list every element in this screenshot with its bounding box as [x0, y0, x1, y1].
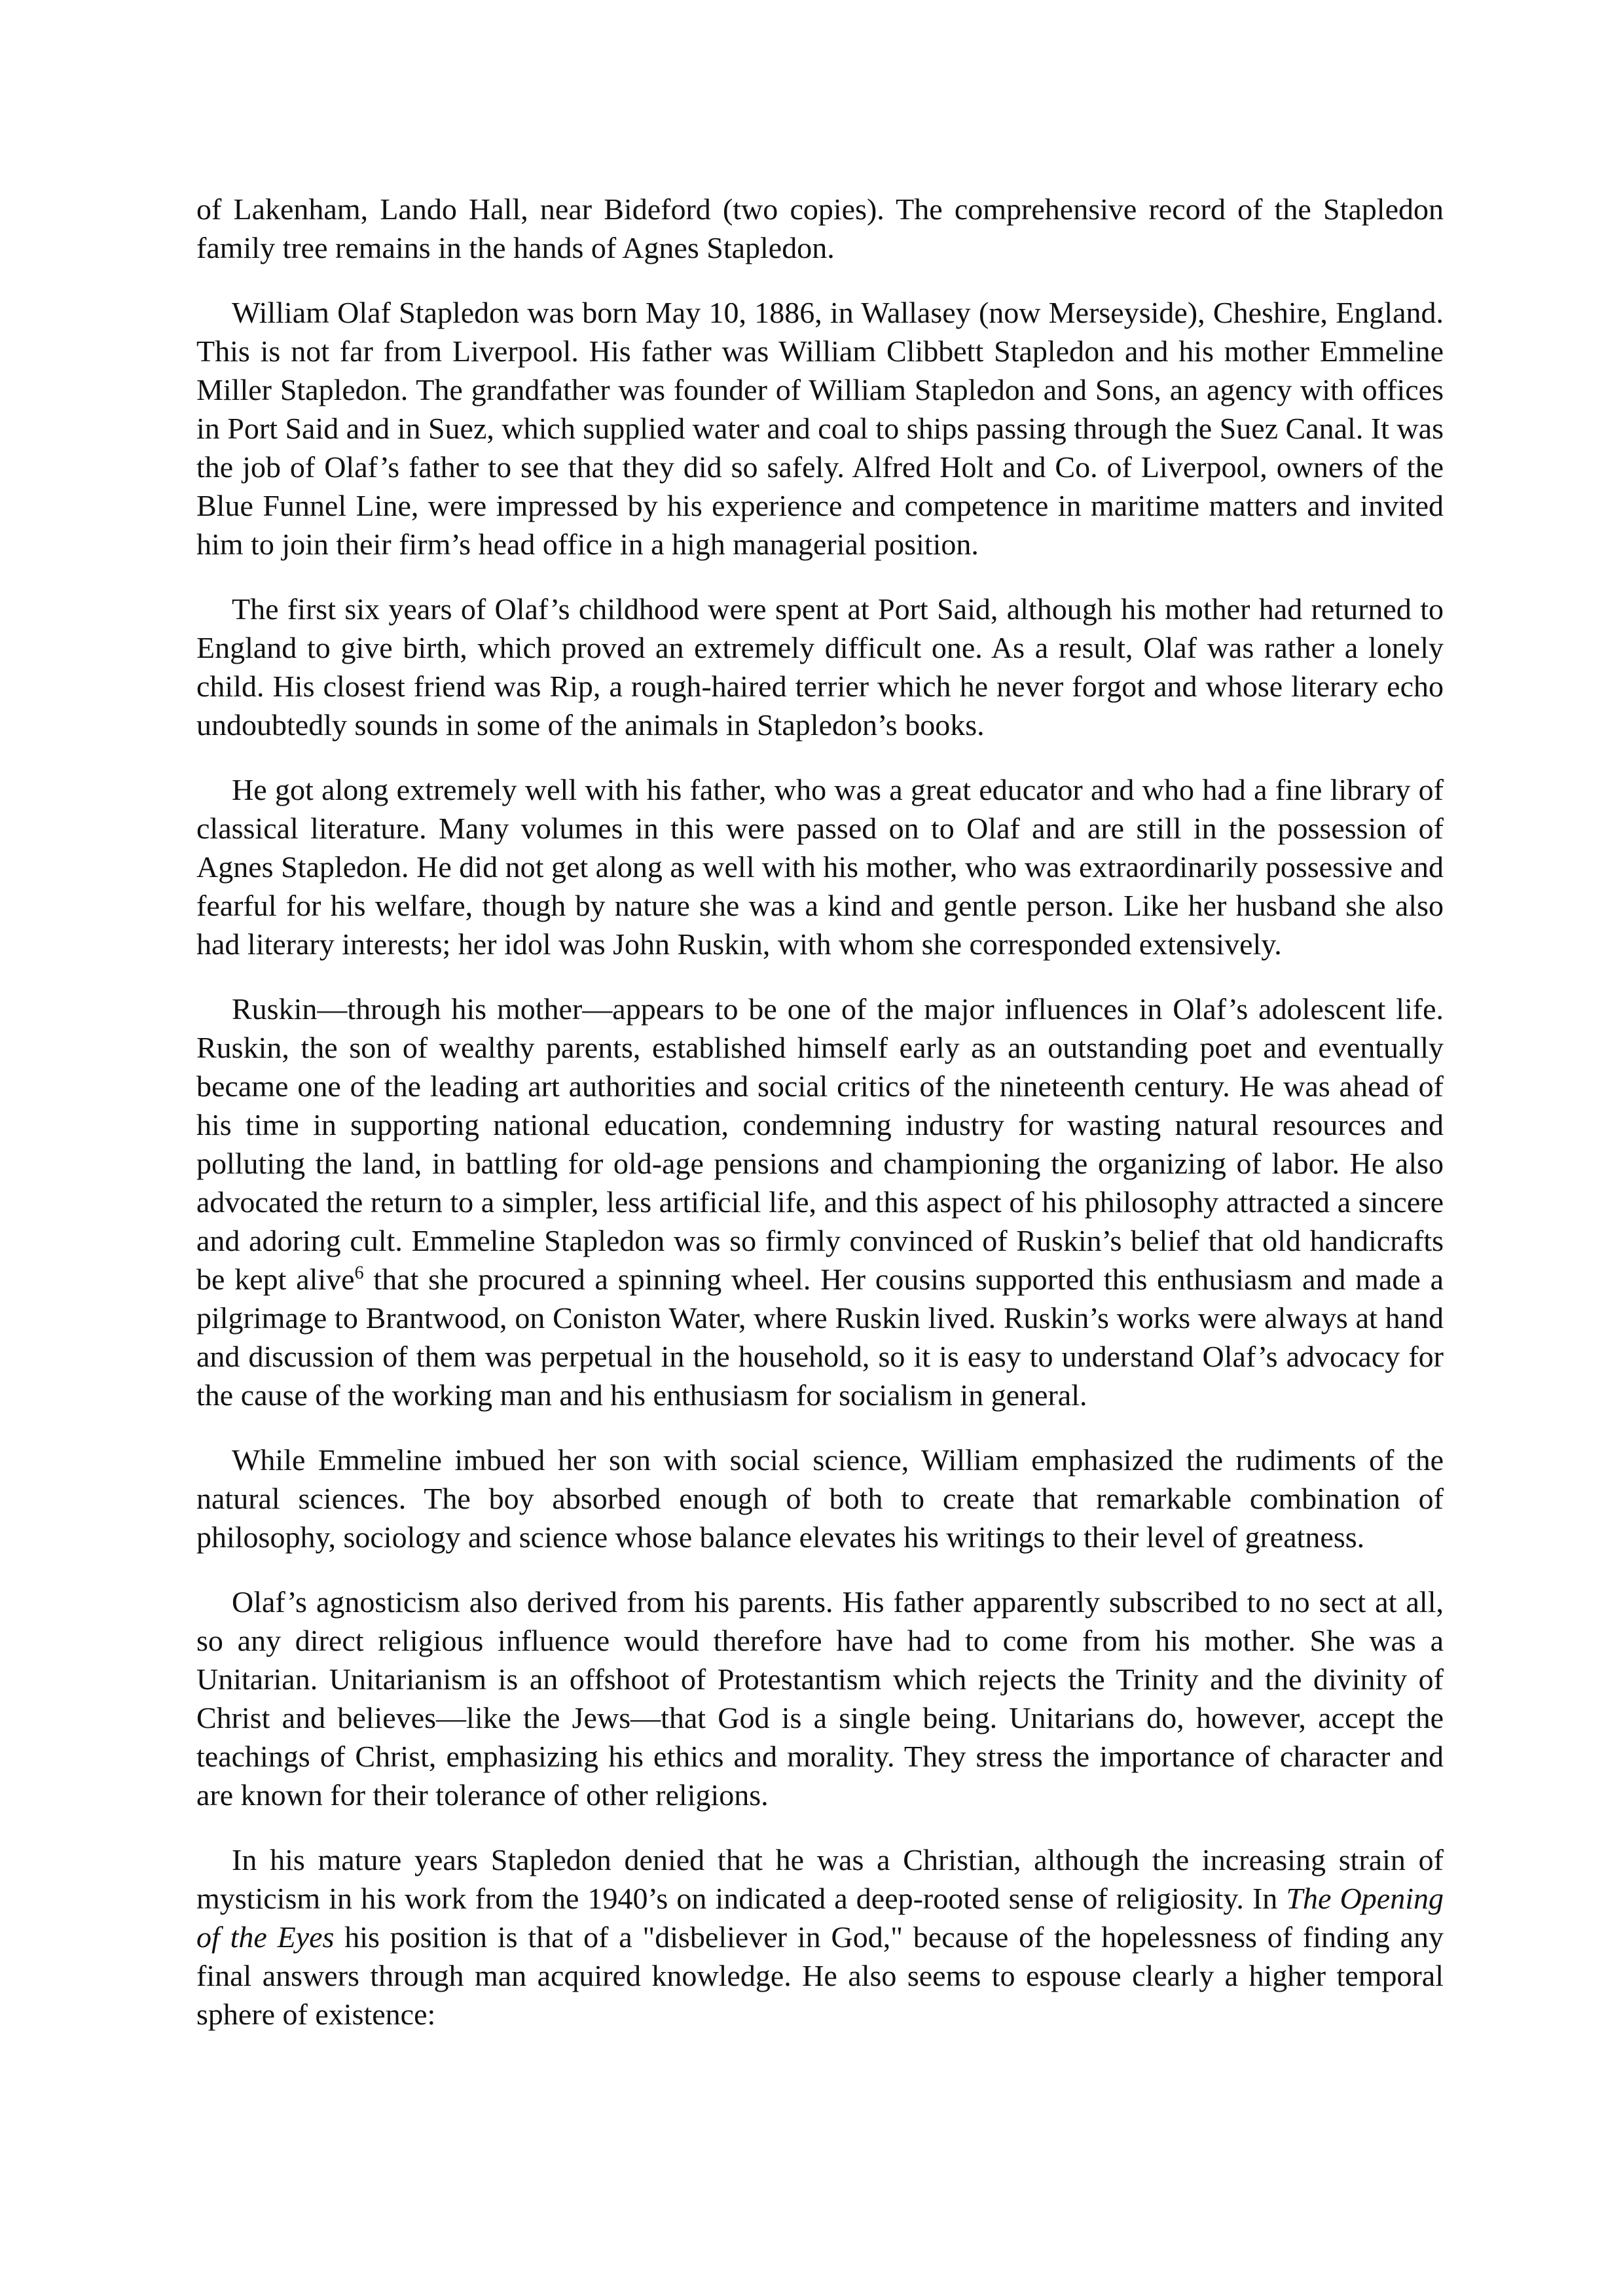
ruskin-text-after: that she procured a spinning wheel. Her cousins supported this enthusiasm and made a pilgrimage to Brantwood, on Coniston Water, where Ruskin lived. Ruskin’s works were always at hand and discussion of them was perpetual in the household, so it is easy to understand Olaf’s advocacy for the cause of the working man and his enthusiasm for socialism in general.	[196, 1263, 1444, 1412]
book-title: The Opening of the Eyes	[196, 1882, 1444, 1954]
paragraph-mature-years	[196, 1840, 1444, 2034]
paragraph-birth: William Olaf Stapledon was born May 10, 1886, in Wallasey (now Merseyside), Cheshire, England. This is not far from Liverpool. His father was William Clibbett Stapledon and his mother Emmeline Miller Stapledon. The grandfather was founder of William Stapledon and Sons, an agency with offices in Port Said and in Suez, which supplied water and coal to ships passing through the Suez Canal. It was the job of Olaf’s father to see that they did so safely. Alfred Holt and Co. of Liverpool, owners of the Blue Funnel Line, were impressed by his experience and competence in maritime matters and invited him to join their firm’s head office in a high managerial position.	[196, 296, 1444, 561]
paragraph-childhood: The first six years of Olaf’s childhood were spent at Port Said, although his mother had returned to England to give birth, which proved an extremely difficult one. As a result, Olaf was rather a lonely child. His closest friend was Rip, a rough-haired terrier which he never forgot and whose literary echo undoubtedly sounds in some of the animals in Stapledon’s books.	[196, 592, 1444, 742]
paragraph-family-record: of Lakenham, Lando Hall, near Bideford (two copies). The comprehensive record of the Stapledon family tree remains in the hands of Agnes Stapledon.	[196, 192, 1444, 264]
document-page	[196, 190, 1444, 2060]
footnote-marker: 6	[354, 1263, 364, 1283]
mature-text-after: his position is that of a "disbeliever in God," because of the hopelessness of finding any final answers through man acquired knowledge. He also seems to espouse clearly a higher temporal sphere of existence:	[196, 1920, 1444, 2031]
paragraph-agnosticism: Olaf’s agnosticism also derived from his parents. His father apparently subscribed to no sect at all, so any direct religious influence would therefore have had to come from his mother. She was a Unitarian. Unitarianism is an offshoot of Protestantism which rejects the Trinity and the divinity of Christ and believes—like the Jews—that God is a single being. Unitarians do, however, accept the teachings of Christ, emphasizing his ethics and morality. They stress the importance of character and are known for their tolerance of other religions.	[196, 1585, 1444, 1812]
paragraph-parents: He got along extremely well with his father, who was a great educator and who had a fine library of classical literature. Many volumes in this were passed on to Olaf and are still in the possession of Agnes Stapledon. He did not get along as well with his mother, who was extraordinarily possessive and fearful for his welfare, though by nature she was a kind and gentle person. Like her husband she also had literary interests; her idol was John Ruskin, with whom she corresponded extensively.	[196, 773, 1444, 961]
paragraph-sciences: While Emmeline imbued her son with social science, William emphasized the rudiments of the natural sciences. The boy absorbed enough of both to create that remarkable combination of philosophy, sociology and science whose balance elevates his writings to their level of greatness.	[196, 1443, 1444, 1554]
ruskin-text-before: Ruskin—through his mother—appears to be one of the major influences in Olaf’s adolescent life. Ruskin, the son of wealthy parents, established himself early as an outstanding poet and eventually became one of the leading art authorities and social critics of the nineteenth century. He was ahead of his time in supporting national education, condemning industry for wasting natural resources and polluting the land, in battling for old-age pensions and championing the organizing of labor. He also advocated the return to a simpler, less artificial life, and this aspect of his philosophy attracted a sincere and adoring cult. Emmeline Stapledon was so firmly convinced of Ruskin’s belief that old handicrafts be kept alive	[196, 992, 1444, 1296]
paragraph-ruskin	[196, 990, 1444, 1414]
mature-text-before: In his mature years Stapledon denied that he was a Christian, although the increasing strain of mysticism in his work from the 1940’s on indicated a deep-rooted sense of religiosity. In	[196, 1843, 1444, 1915]
